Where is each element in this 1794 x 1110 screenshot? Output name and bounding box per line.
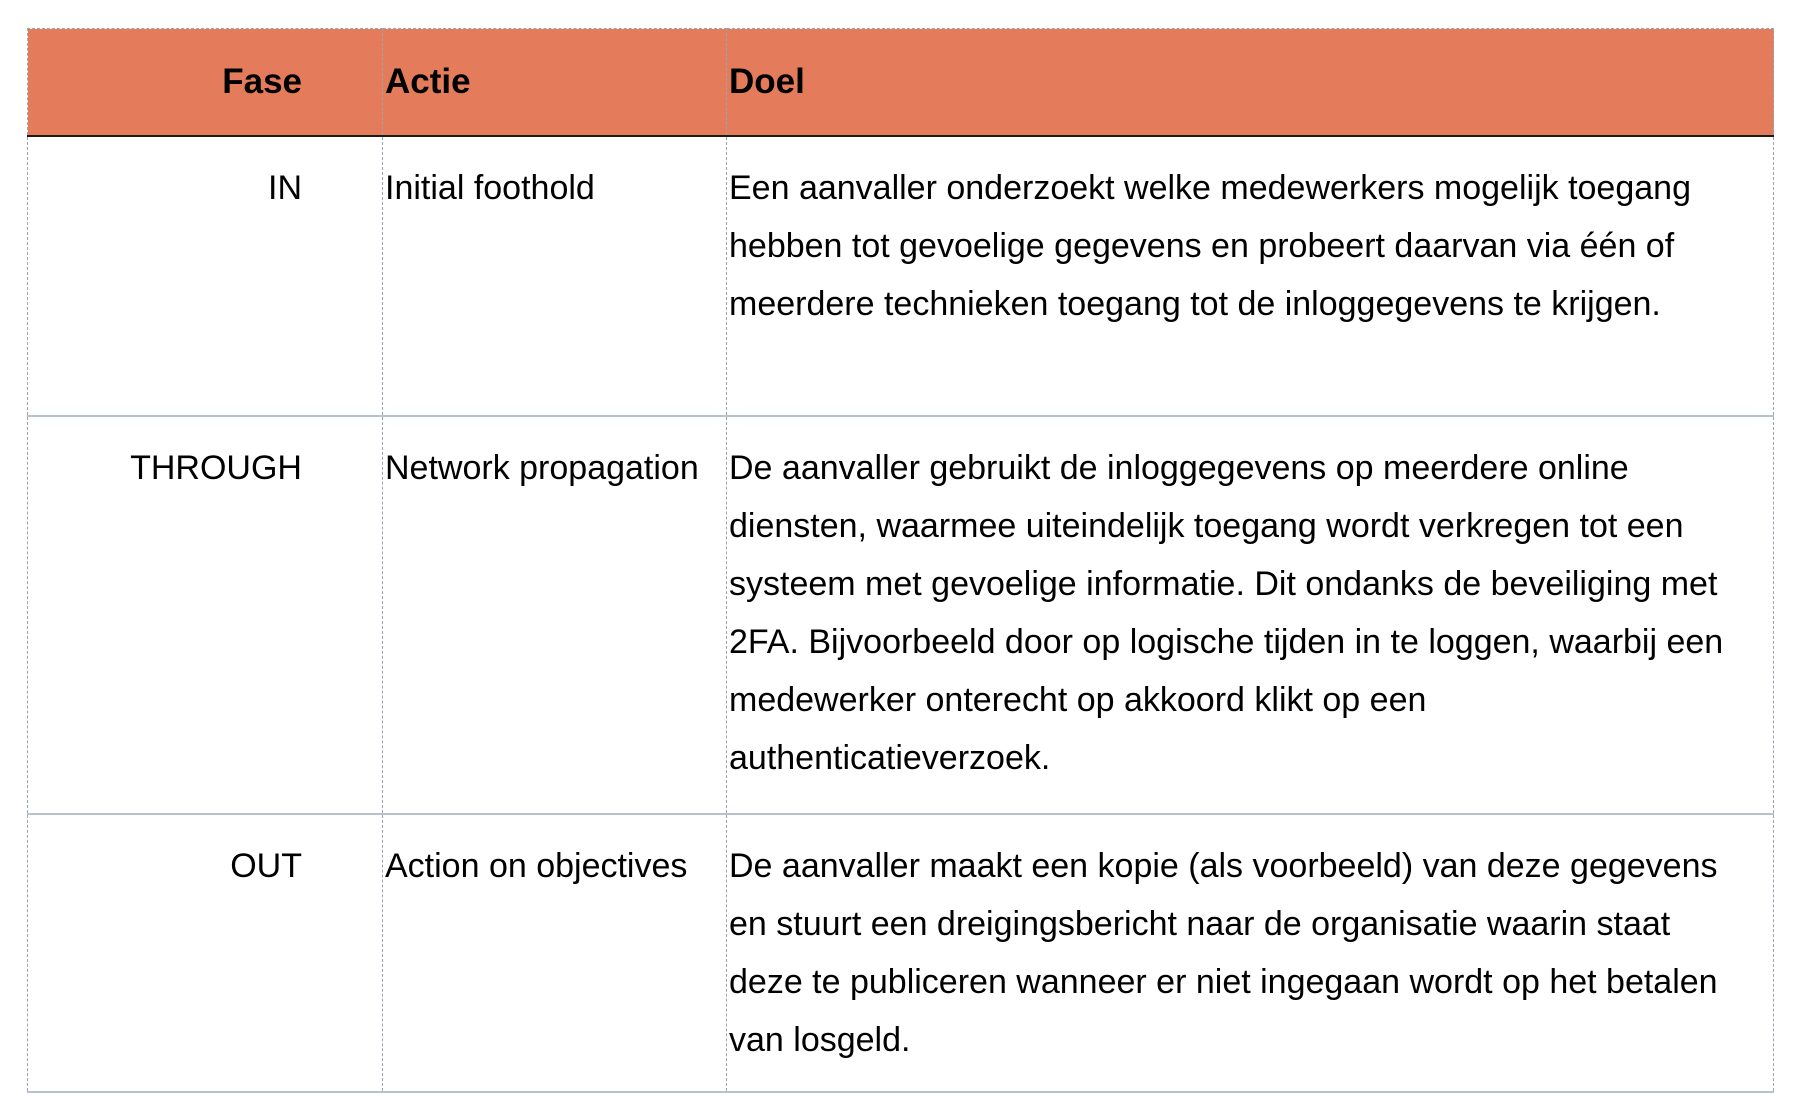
- cell-phase: IN: [28, 136, 383, 416]
- phase-table-container: [27, 28, 1773, 1093]
- attack-phase-table: [27, 28, 1774, 1093]
- cell-goal: De aanvaller gebruikt de inloggegevens op meerdere online diensten, waarmee uiteindelijk toegang wordt verkregen tot een systeem met gevoelige informatie. Dit ondanks de beveiliging met 2FA. Bijvoorbeeld door op logische tijden in te loggen, waarbij een medewerker onterecht op akkoord klikt op een authenticatieverzoek.: [727, 416, 1774, 814]
- cell-action: Initial foothold: [383, 136, 727, 416]
- table-header: [28, 29, 1774, 137]
- header-action: Actie: [383, 29, 727, 137]
- header-goal: Doel: [727, 29, 1774, 137]
- cell-goal: De aanvaller maakt een kopie (als voorbeeld) van deze gegevens en stuurt een dreigingsbericht naar de organisatie waarin staat deze te publiceren wanneer er niet ingegaan wordt op het betalen van losgeld.: [727, 814, 1774, 1092]
- cell-action: Action on objectives: [383, 814, 727, 1092]
- table-row: [28, 814, 1774, 1092]
- cell-phase: THROUGH: [28, 416, 383, 814]
- table-body: [28, 136, 1774, 1092]
- cell-action: Network propagation: [383, 416, 727, 814]
- table-row: [28, 136, 1774, 416]
- header-row: [28, 29, 1774, 137]
- cell-phase: OUT: [28, 814, 383, 1092]
- cell-goal: Een aanvaller onderzoekt welke medewerkers mogelijk toegang hebben tot gevoelige gegevens en probeert daarvan via één of meerdere technieken toegang tot de inloggegevens te krijgen.: [727, 136, 1774, 416]
- table-row: [28, 416, 1774, 814]
- header-phase: Fase: [28, 29, 383, 137]
